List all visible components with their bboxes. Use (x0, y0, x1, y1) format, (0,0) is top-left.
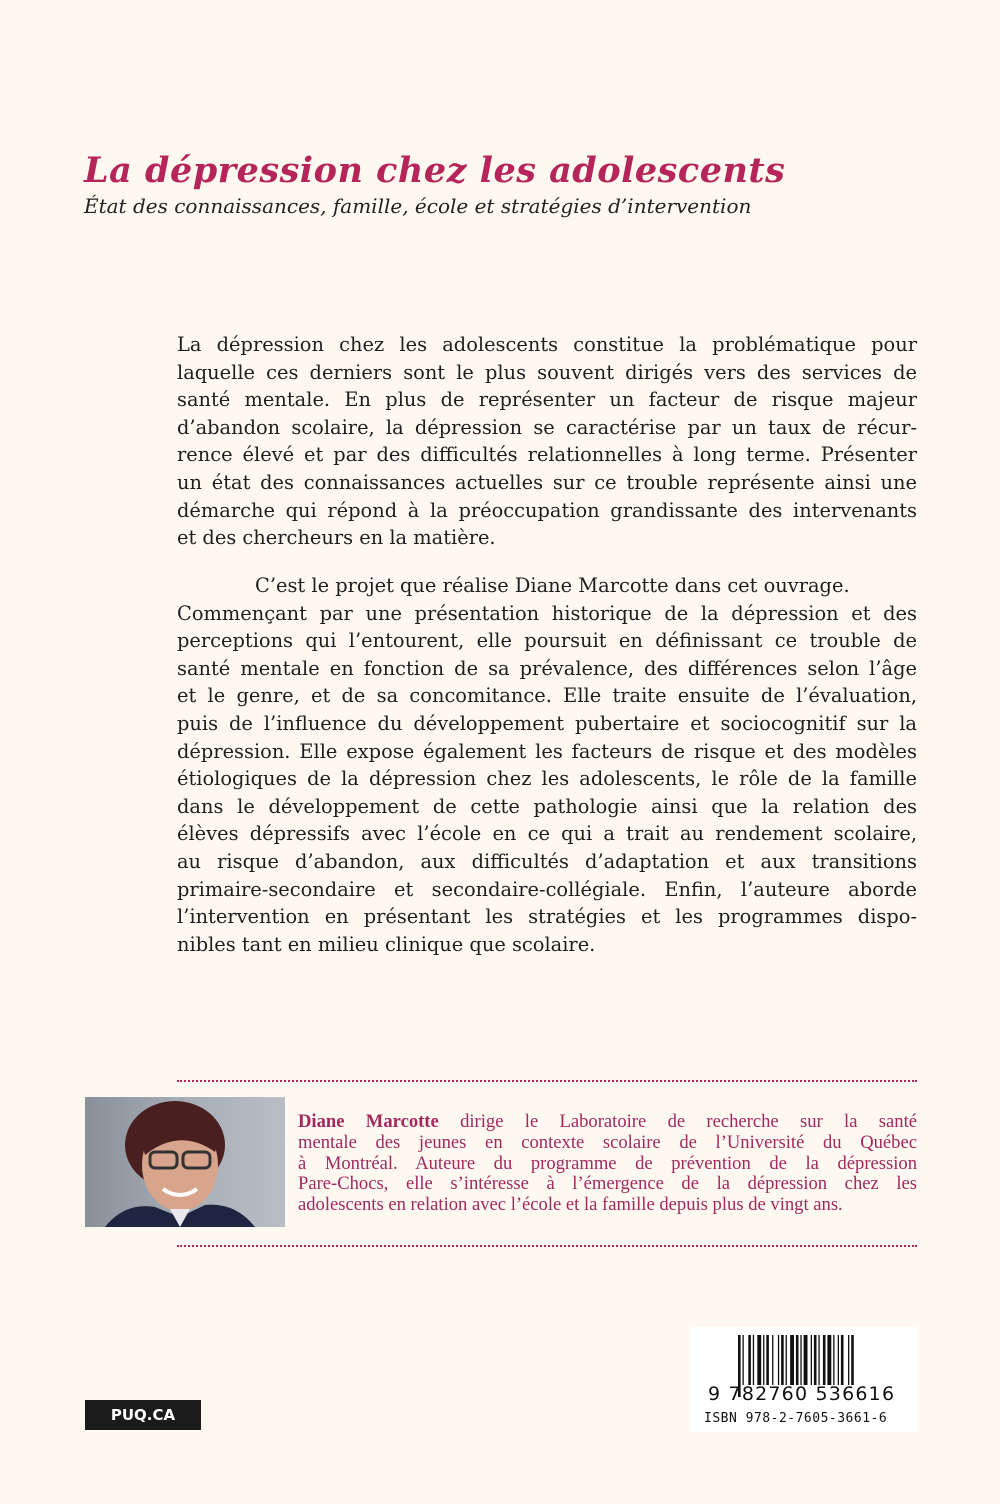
barcode-bar (781, 1335, 784, 1385)
barcode-bar (814, 1335, 817, 1385)
bio-line: adolescents en relation avec l’école et la famille depuis plus de vingt ans. (298, 1194, 843, 1216)
text-line: santé mentale. En plus de représenter un facteur de risque majeur (177, 388, 917, 412)
text-line: rence élevé et par des difficultés relationnelles à long terme. Présenter (177, 443, 917, 467)
text-line: d’abandon scolaire, la dépression se caractérise par un taux de récur- (177, 415, 917, 439)
text-line: dans le développement de cette pathologie ainsi que la relation des (177, 794, 917, 818)
barcode-bar (748, 1335, 751, 1385)
barcode-bar (772, 1335, 773, 1385)
text-line: puis de l’influence du développement pubertaire et sociocognitif sur la (177, 711, 917, 735)
bio-line: mentale des jeunes en contexte scolaire de l’Université du Québec (298, 1131, 917, 1153)
bio-line: Pare-Chocs, elle s’intéresse à l’émergence de la dépression chez les (298, 1173, 917, 1195)
barcode-digits: 9 782760 536616 (708, 1383, 896, 1405)
publisher-logo: PUQ.CA (85, 1400, 201, 1430)
barcode-bar (763, 1335, 764, 1385)
barcode-bar (811, 1335, 812, 1385)
text-line: santé mentale en fonction de sa prévalence, des différences selon l’âge (177, 656, 917, 680)
text-line: un état des connaissances actuelles sur ce trouble représente ainsi une (177, 470, 917, 494)
barcode-bar (841, 1335, 844, 1385)
text-line: La dépression chez les adolescents constitue la problématique pour (177, 333, 917, 356)
author-photo (85, 1097, 285, 1227)
text-line: étiologiques de la dépression chez les adolescents, le rôle de la famille (177, 767, 917, 791)
bio-line: à Montréal. Auteure du programme de prévention de la dépression (298, 1152, 917, 1174)
barcode-bar (800, 1335, 801, 1385)
summary-paragraph-1 (177, 331, 917, 552)
barcode-bar (804, 1335, 808, 1385)
barcode-bar (827, 1335, 831, 1385)
book-subtitle: État des connaissances, famille, école et stratégies d’intervention (84, 194, 752, 218)
barcode-bar (757, 1335, 761, 1385)
text-line: au risque d’abandon, aux difficultés d’adaptation et aux transitions (177, 849, 917, 873)
barcode-bar (796, 1335, 799, 1385)
divider-bottom (177, 1245, 917, 1247)
text-line: perceptions qui l’entourent, elle poursuit en définissant ce trouble de (177, 629, 917, 653)
author-name: Diane Marcotte (298, 1111, 439, 1132)
barcode-bar (833, 1335, 834, 1385)
author-bio: Diane Marcotte dirige le Laboratoire de recherche sur la santé mentale des jeunes en contexte scolaire de l’Université du Québec à Montréal. Auteure du programme de prévention de la dépression Pare-Chocs, elle s’intéresse à l’émergence de la dépression chez les adolescents en relation avec l’école et la famille depuis plus de vingt ans. (298, 1111, 917, 1216)
text-line: C’est le projet que réalise Diane Marcotte dans cet ouvrage. (255, 574, 850, 597)
barcode-bar (778, 1335, 779, 1385)
isbn-barcode (690, 1327, 918, 1432)
barcode-bar (766, 1335, 769, 1385)
text-line: nibles tant en milieu clinique que scolaire. (177, 932, 596, 956)
text-line: élèves dépressifs avec l’école en ce qui a trait au rendement scolaire, (177, 822, 917, 846)
barcode-bar (818, 1335, 819, 1385)
text-line: primaire-secondaire et secondaire-collégiale. Enfin, l’auteure aborde (177, 877, 917, 901)
text-line: et le genre, et de sa concomitance. Elle traite ensuite de l’évaluation, (177, 684, 917, 708)
text-line: laquelle ces derniers sont le plus souvent dirigés vers des services de (177, 360, 917, 384)
barcode-bar (743, 1335, 744, 1385)
text-line: l’intervention en présentant les stratégies et les programmes dispo- (177, 905, 917, 929)
summary-paragraph-2 (177, 572, 917, 958)
barcode-bar (851, 1335, 854, 1385)
isbn-text: ISBN 978-2-7605-3661-6 (704, 1411, 888, 1426)
barcode-bar (753, 1335, 754, 1385)
divider-top (177, 1080, 917, 1082)
text-line: dépression. Elle expose également les facteurs de risque et des modèles (177, 739, 917, 763)
text-line: démarche qui répond à la préoccupation grandissante des intervenants (177, 498, 917, 522)
text-line: Commençant par une présentation historique de la dépression et des (177, 601, 917, 625)
text-line: et des chercheurs en la matière. (177, 526, 496, 550)
barcode-bar (848, 1335, 849, 1385)
barcode-bar (838, 1335, 839, 1385)
barcode-bar (786, 1335, 787, 1385)
book-title: La dépression chez les adolescents (84, 150, 786, 191)
barcode-bar (790, 1335, 794, 1385)
barcode-bar (823, 1335, 826, 1385)
